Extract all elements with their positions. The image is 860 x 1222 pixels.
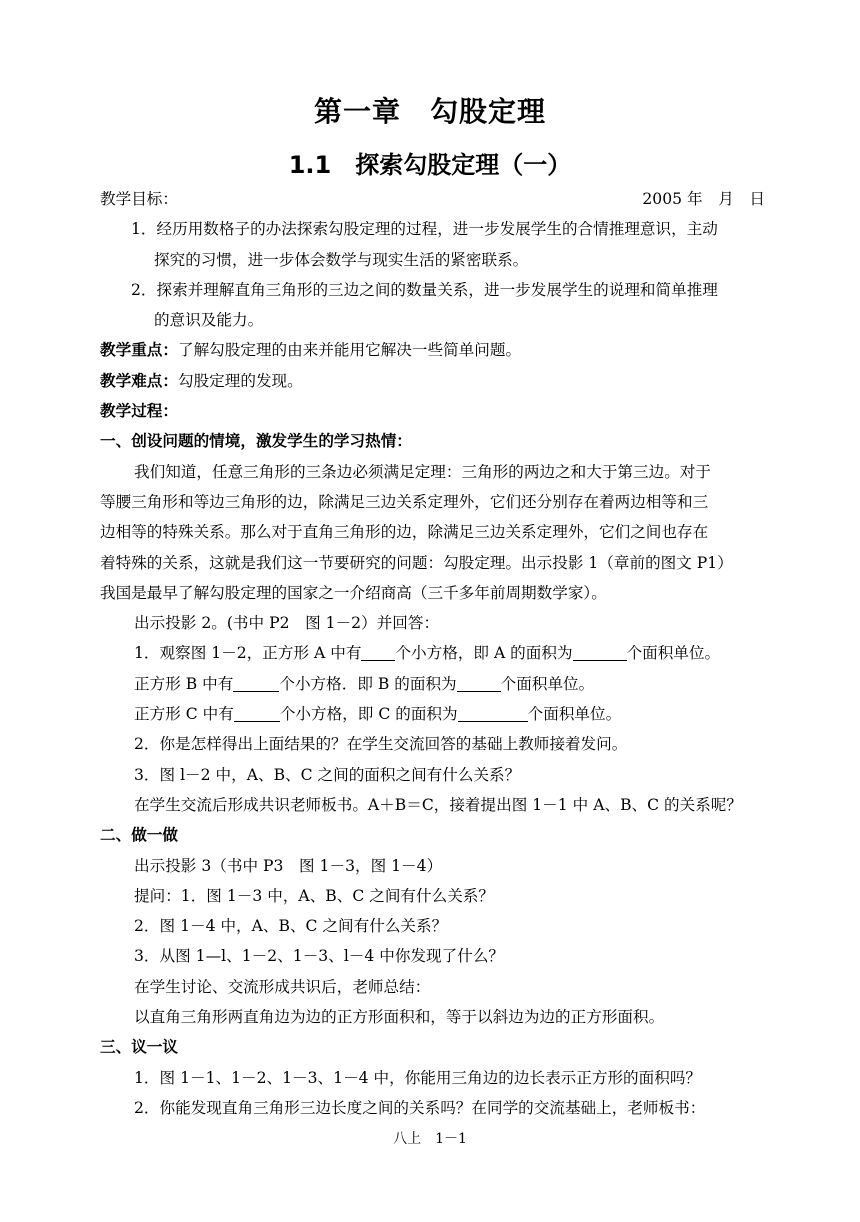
section-title: 1.1 探索勾股定理（一）: [288, 151, 572, 179]
section-3-question-2: 2．你能发现直角三角形三边长度之间的关系吗？在同学的交流基础上，老师板书：: [134, 1098, 706, 1117]
section-3-heading: 三、议一议: [100, 1038, 178, 1057]
section-3-question-1: 1．图 1－1、1－2、1－3、1－4 中，你能用三角边的边长表示正方形的面积吗？: [134, 1068, 702, 1087]
document-body: [100, 184, 765, 1123]
process-label: 教学过程：: [100, 402, 178, 421]
key-point-label: 教学重点：: [100, 341, 178, 360]
page-footer: 八上 1－1: [393, 1131, 467, 1147]
blank-line[interactable]: [573, 642, 627, 661]
question-1-square-a: [100, 638, 765, 668]
blank-line[interactable]: [458, 703, 528, 722]
objective-2-line-2: 的意识及能力。: [154, 311, 264, 330]
section-1-para-line-2: 等腰三角形和等边三角形的边，除满足三边关系定理外，它们还分别存在着两边相等和三: [100, 492, 709, 511]
objectives-label: 教学目标：: [100, 190, 178, 208]
difficulty-text: 勾股定理的发现。: [177, 371, 303, 390]
question-2-text: 2．你是怎样得出上面结果的？在学生交流回答的基础上教师接着发问。: [134, 735, 628, 754]
section-2-question-2: 2．图 1－4 中，A、B、C 之间有什么关系？: [134, 917, 448, 936]
question-1-square-b: [100, 669, 765, 699]
date-text: 2005 年 月 日: [642, 190, 765, 208]
section-1-para-line-1: 我们知道，任意三角形的三条边必须满足定理：三角形的两边之和大于第三边。对于: [134, 462, 711, 481]
section-2-summary: 以直角三角形两直角边为边的正方形面积和，等于以斜边为边的正方形面积。: [134, 1008, 665, 1027]
section-2-discussion: 在学生讨论、交流形成共识后，老师总结：: [134, 977, 431, 996]
projection-3-text: 出示投影 3（书中 P3 图 1－3，图 1－4）: [134, 856, 443, 875]
section-1-para-line-4: 着特殊的关系，这就是我们这一节要研究的问题：勾股定理。出示投影 1（章前的图文 P1）: [100, 553, 733, 572]
square-b-text-c: 个面积单位。: [500, 674, 595, 693]
objectives-header-row: [100, 184, 765, 214]
objective-1-line-2: 探究的习惯，进一步体会数学与现实生活的紧密联系。: [154, 250, 529, 269]
section-1-conclusion: 在学生交流后形成共识老师板书。A＋B＝C，接着提出图 1－1 中 A、B、C 的关系呢？: [134, 795, 742, 814]
question-3-text: 3．图 l－2 中，A、B、C 之间的面积之间有什么关系？: [134, 765, 521, 784]
difficulty-row: [100, 366, 765, 396]
key-point-row: [100, 335, 765, 365]
square-b-text-a: 正方形 B 中有: [134, 674, 234, 693]
question-1-square-c: [100, 699, 765, 729]
objective-1-line-1: 1．经历用数格子的办法探索勾股定理的过程，进一步发展学生的合情推理意识，主动: [131, 220, 718, 239]
section-2-question-3: 3．从图 1—l、1－2、1－3、l－4 中你发现了什么？: [134, 947, 505, 966]
section-1-para-line-3: 边相等的特殊关系。那么对于直角三角形的边，除满足三边关系定理外，它们之间也存在: [100, 523, 709, 542]
blank-line[interactable]: [457, 673, 501, 692]
blank-line[interactable]: [234, 703, 280, 722]
difficulty-label: 教学难点：: [100, 371, 178, 390]
section-2-heading: 二、做一做: [100, 826, 178, 845]
objective-2-line-1: 2．探索并理解直角三角形的三边之间的数量关系，进一步发展学生的说理和简单推理: [131, 280, 718, 299]
square-c-text-a: 正方形 C 中有: [134, 705, 234, 724]
blank-line[interactable]: [361, 642, 395, 661]
square-c-text-c: 个面积单位。: [527, 705, 622, 724]
section-2-question-1: 提问：1．图 1－3 中，A、B、C 之间有什么关系？: [134, 886, 494, 905]
square-b-text-b: 个小方格．即 B 的面积为: [279, 674, 457, 693]
key-point-text: 了解勾股定理的由来并能用它解决一些简单问题。: [177, 341, 522, 360]
square-c-text-b: 个小方格，即 C 的面积为: [279, 705, 458, 724]
projection-2-text: 出示投影 2。(书中 P2 图 1－2）并回答：: [134, 614, 440, 633]
blank-line[interactable]: [233, 673, 279, 692]
section-1-heading: 一、创设问题的情境，激发学生的学习热情：: [100, 432, 412, 451]
question-1-text-b: 个小方格，即 A 的面积为: [395, 644, 573, 663]
question-1-text-a: 1．观察图 1－2，正方形 A 中有: [134, 644, 362, 663]
question-1-text-c: 个面积单位。: [626, 644, 721, 663]
section-1-para-line-5: 我国是最早了解勾股定理的国家之一介绍商高（三千多年前周期数学家）。: [100, 583, 607, 602]
chapter-title: 第一章 勾股定理: [313, 95, 546, 128]
